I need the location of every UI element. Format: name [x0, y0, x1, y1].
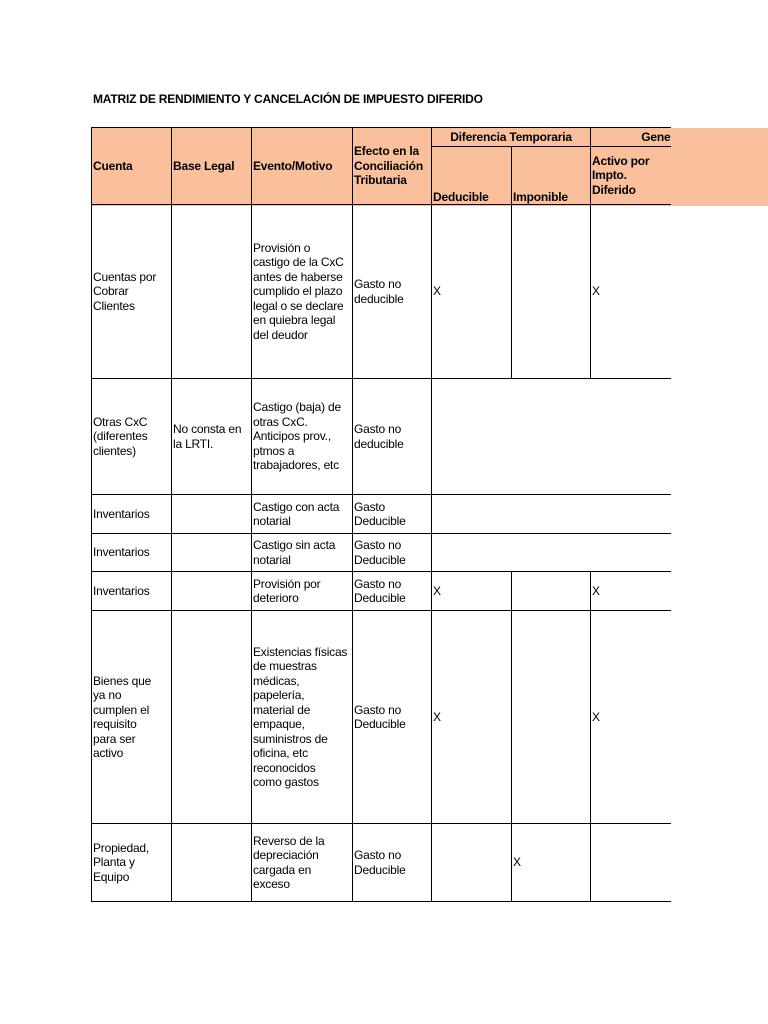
page-title: MATRIZ DE RENDIMIENTO Y CANCELACIÓN DE IMPUESTO DIFERIDO — [93, 92, 483, 106]
cell-empty-span — [432, 534, 671, 572]
cell-base-legal — [172, 534, 252, 572]
header-base-legal: Base Legal — [172, 128, 252, 205]
cell-deducible — [432, 824, 512, 902]
cell-efecto: Gasto no deducible — [353, 205, 432, 379]
header-imponible: Imponible — [512, 147, 591, 205]
cell-empty-span — [432, 495, 671, 534]
cell-base-legal — [172, 205, 252, 379]
cell-base-legal: No consta en la LRTI. — [172, 379, 252, 495]
tax-matrix-table — [91, 127, 671, 902]
cell-cuenta: Cuentas por Cobrar Clientes — [92, 205, 172, 379]
header-cuenta: Cuenta — [92, 128, 172, 205]
cell-imponible — [512, 572, 591, 611]
cell-cuenta: Inventarios — [92, 534, 172, 572]
cell-activo: X — [591, 572, 671, 611]
cell-imponible — [512, 611, 591, 824]
cell-activo: X — [591, 205, 671, 379]
cell-evento: Castigo (baja) de otras CxC. Anticipos prov., ptmos a trabajadores, etc — [252, 379, 353, 495]
cell-deducible: X — [432, 572, 512, 611]
cell-imponible — [512, 205, 591, 379]
header-activo: Activo por Impto. Diferido — [591, 147, 671, 205]
table-row — [92, 824, 671, 902]
cell-evento: Existencias físicas de muestras médicas, papelería, material de empaque, suministros de oficina, etc reconocidos como gastos — [252, 611, 353, 824]
header-evento: Evento/Motivo — [252, 128, 353, 205]
table-row — [92, 379, 671, 495]
cell-deducible: X — [432, 611, 512, 824]
cell-activo — [591, 824, 671, 902]
cell-efecto: Gasto no Deducible — [353, 824, 432, 902]
cell-evento: Castigo con acta notarial — [252, 495, 353, 534]
cell-deducible: X — [432, 205, 512, 379]
cell-cuenta: Propiedad, Planta y Equipo — [92, 824, 172, 902]
cell-cuenta: Bienes que ya no cumplen el requisito para ser activo — [92, 611, 172, 824]
cell-cuenta: Inventarios — [92, 495, 172, 534]
cell-empty-span — [432, 379, 671, 495]
cell-base-legal — [172, 824, 252, 902]
cell-evento: Provisión o castigo de la CxC antes de haberse cumplido el plazo legal o se declare en quiebra legal del deudor — [252, 205, 353, 379]
table-row — [92, 534, 671, 572]
header-efecto: Efecto en la Conciliación Tributaria — [353, 128, 432, 205]
cell-efecto: Gasto no deducible — [353, 379, 432, 495]
table-row — [92, 205, 671, 379]
cell-base-legal — [172, 611, 252, 824]
cell-efecto: Gasto no Deducible — [353, 534, 432, 572]
cell-base-legal — [172, 572, 252, 611]
table-row — [92, 572, 671, 611]
cell-efecto: Gasto no Deducible — [353, 611, 432, 824]
cell-evento: Reverso de la depreciación cargada en exceso — [252, 824, 353, 902]
cell-efecto: Gasto no Deducible — [353, 572, 432, 611]
table-row — [92, 611, 671, 824]
cell-cuenta: Otras CxC (diferentes clientes) — [92, 379, 172, 495]
table-row — [92, 495, 671, 534]
cell-imponible: X — [512, 824, 591, 902]
cell-activo: X — [591, 611, 671, 824]
cell-cuenta: Inventarios — [92, 572, 172, 611]
header-diferencia-temporaria: Diferencia Temporaria — [432, 128, 591, 147]
header-gene: Gene — [591, 128, 671, 147]
header-deducible: Deducible — [432, 147, 512, 205]
cell-evento: Castigo sin acta notarial — [252, 534, 353, 572]
cell-base-legal — [172, 495, 252, 534]
cell-efecto: Gasto Deducible — [353, 495, 432, 534]
cell-evento: Provisión por deterioro — [252, 572, 353, 611]
